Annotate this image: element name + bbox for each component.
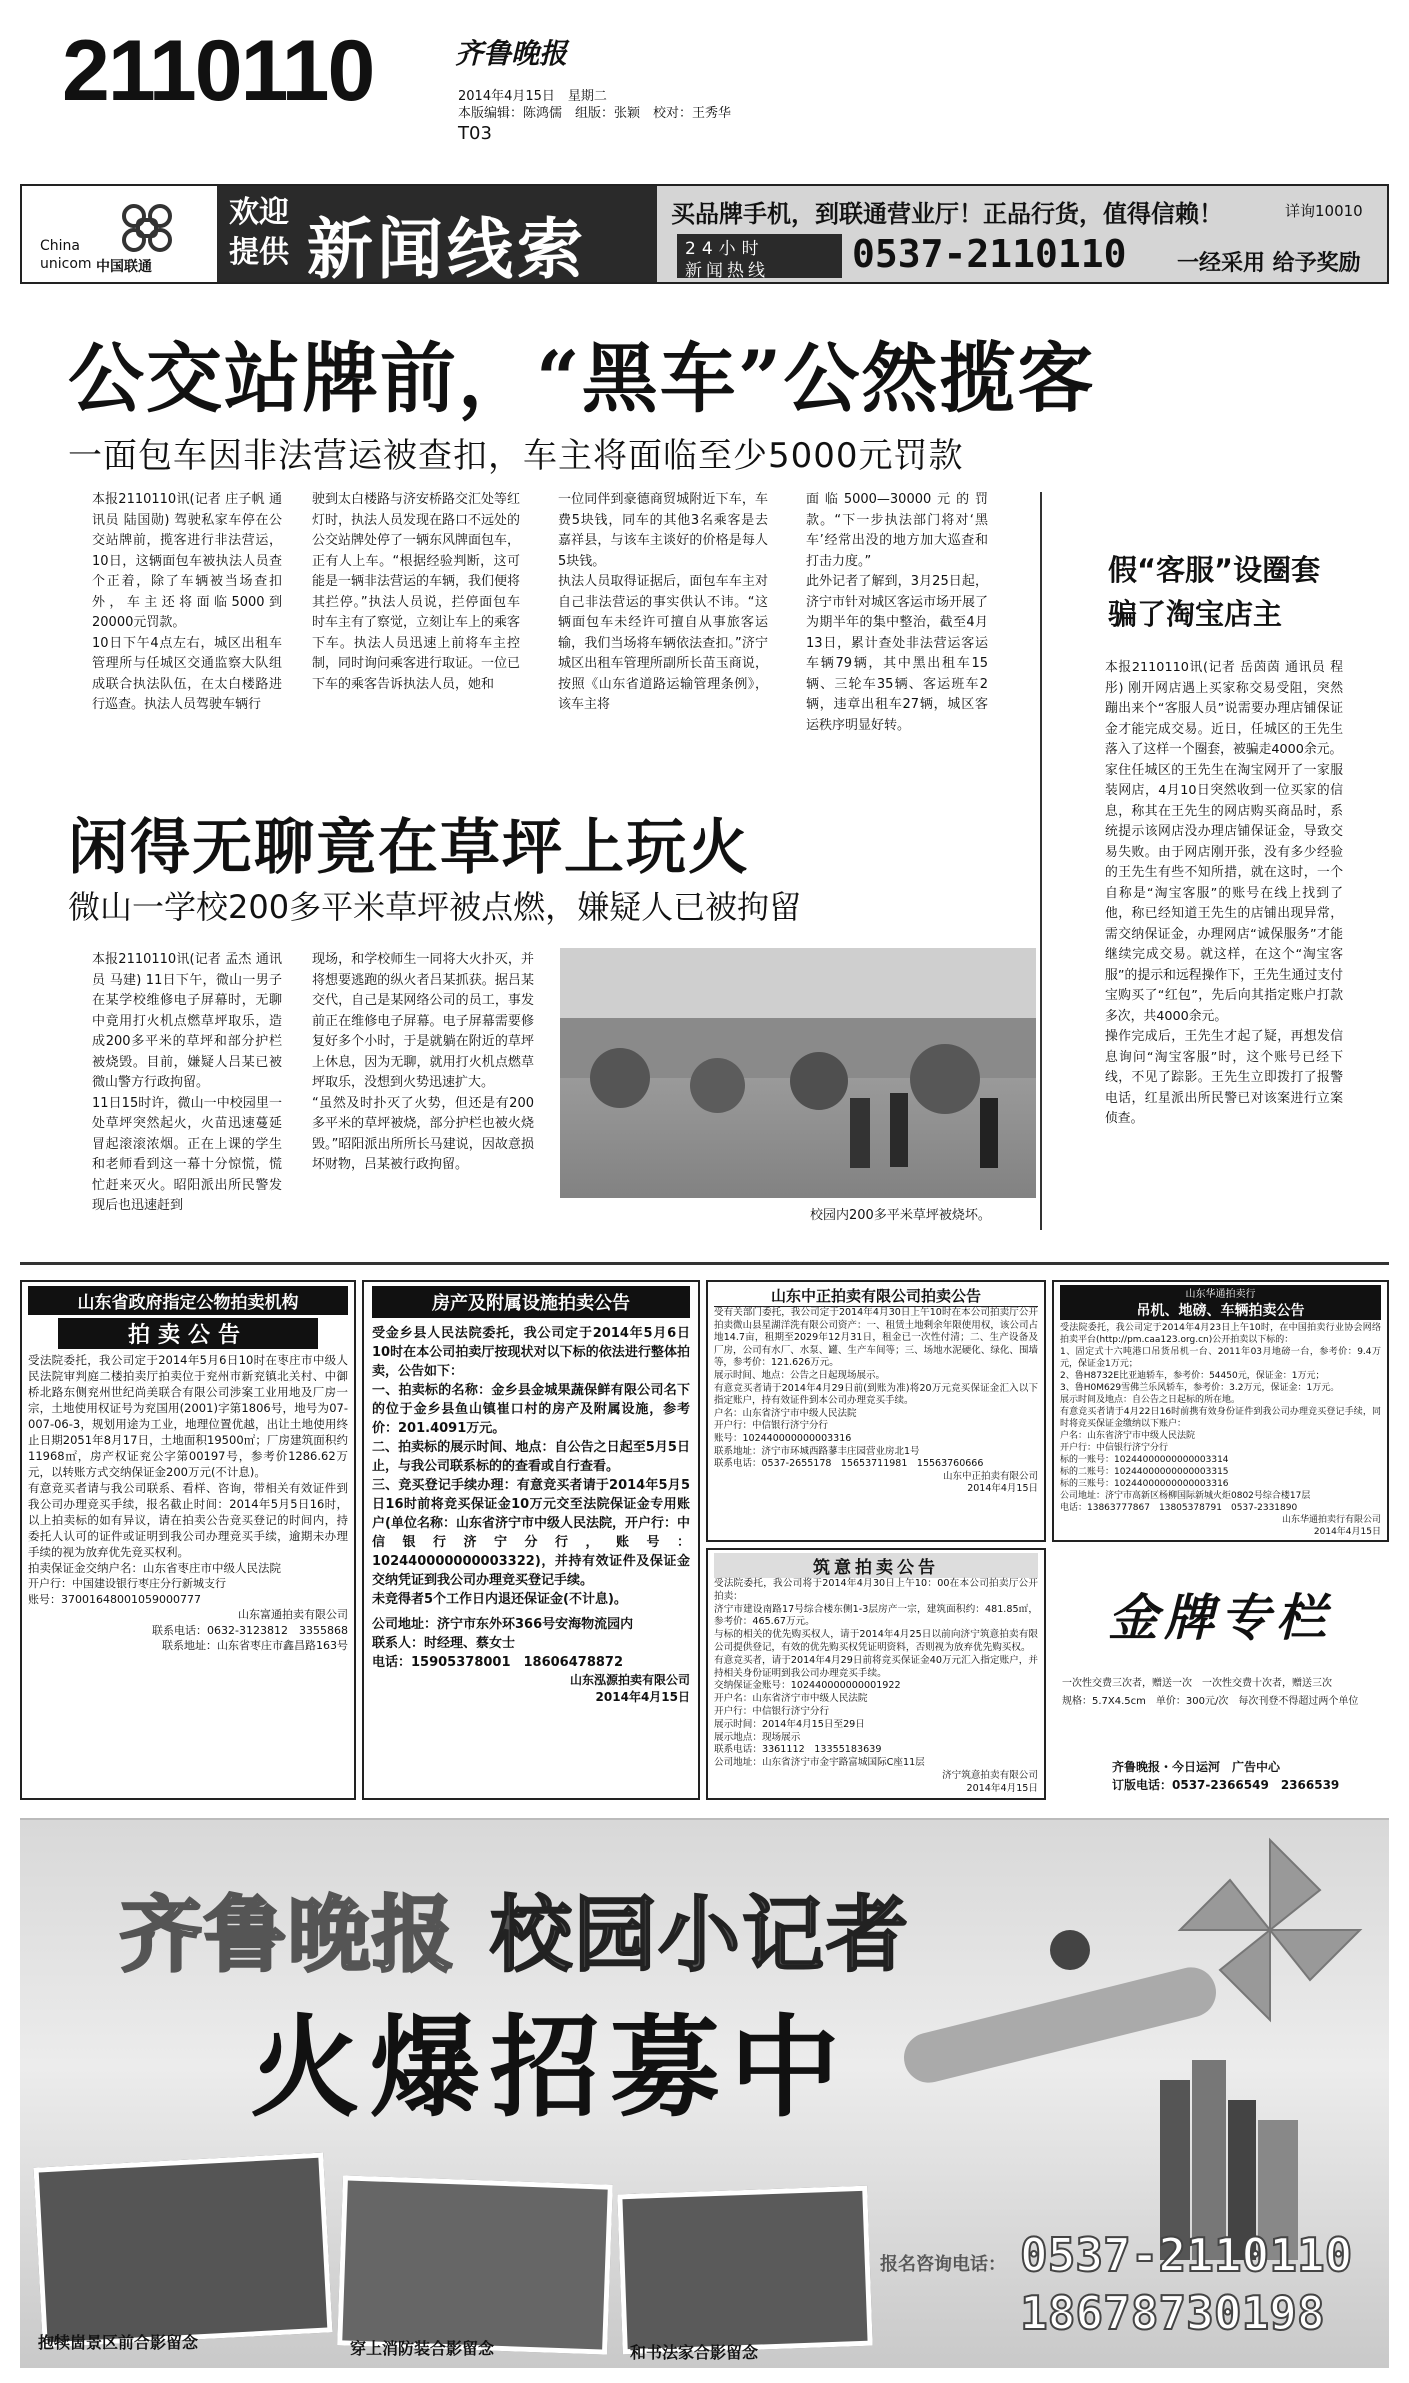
article2-headline: 闲得无聊竟在草坪上玩火 (68, 813, 750, 883)
ad4-company-top: 山东华通拍卖行 (1060, 1285, 1381, 1300)
ad-auction-2 (362, 1280, 700, 1800)
boy-graphic (1050, 1930, 1090, 1970)
ad5-body: 受法院委托，我公司将于2014年4月30日上午10：00在本公司拍卖厅公开拍卖： 济宁市建设南路17号综合楼东侧1-3层房产一宗，建筑面积约：481.85㎡，参考价：465.67万元。 与标的相关的优先购买权人，请于2014年4月25日以前向济宁筑意拍卖有限公司提供登记，有效的优先购买权凭证明资料，否则视为放弃优先购买权。 有意竞买者，请于2014年4月29日前将竞买保证金40万元汇入指定账户，并持相关身份证明到我公司办理竞买手续。 交纳保证金账号：102440000000001922 开户名：山东省济宁市中级人民法院 开户行：中信银行济宁分行 展示时间：2014年4月15日至29日 展示地点：现场展示 (714, 1578, 1038, 1743)
photo1-caption: 抱犊崮景区前合影留念 (38, 2333, 199, 2352)
welcome-text-1: 欢迎 (229, 195, 289, 230)
photo-caption: 校园内200多平米草坪被烧坏。 (810, 1208, 991, 1223)
hotline-label-2: 新闻热线 (685, 261, 769, 281)
page-code: T03 (458, 123, 492, 144)
article1-subhead: 一面包车因非法营运被查扣，车主将面临至少5000元罚款 (68, 436, 964, 476)
brand-en-2: unicom (40, 256, 92, 272)
sidebar-body: 本报2110110讯(记者 岳茵茵 通讯员 程彤) 刚开网店遇上买家称交易受阻，突然蹦出来个“客服人员”说需要办理店铺保证金才能完成交易。近日，任城区的王先生落入了这样一个圈套，被骗走4000余元。 家住任城区的王先生在淘宝网开了一家服装网店，4月10日突然收到一位买家的信息，称其在王先生的网店购买商品时，系统提示该网店没办理店铺保证金，导致交易失败。由于网店刚开张，没有多少经验的王先生有些不知所措，就在这时，一个自称是“淘宝客服”的账号在线上找到了他，称已经知道王先生的店铺出现异常，需交纳保证金，办理网店“诚保服务”才能继续完成交易。就这样，在这个“淘宝客服”的提示和远程操作下，王先生通过支付宝购买了“红包”，先后向其指定账户打款多次，共4000余元。 操作完成后，王先生才起了疑，再想发信息询问“淘宝客服”时，这个账号已经下线，不见了踪影。王先生立即拨打了报警电话，红星派出所民警已对该案进行立案侦查。 (1105, 660, 1343, 1126)
lawn-photo (560, 948, 1036, 1236)
ad3-body: 受有关部门委托，我公司定于2014年4月30日上午10时在本公司拍卖厅公开拍卖微山县星湖洋洗有限公司资产：一、租赁土地剩余年限使用权，该公司占地14.7亩，租期至2029年12月31日，租金已一次性付清；二、生产设备及厂房，公司有水厂、水泵、罐、生产车间等；三、场地水泥硬化、绿化、围墙等，参考价：121.626万元。 展示时间、地点：公告之日起现场展示。 有意竞买者请于2014年4月29日前(到账为准)将20万元竞买保证金汇入以下指定账户，持有效证件到本公司办理竞买手续。 户名：山东省济宁市中级人民法院 开户行：中信银行济宁分行 账号：102440000000003316 (714, 1307, 1038, 1444)
inquiry-number: 详询10010 (1285, 202, 1363, 220)
campus-phone-2: 18678730198 (1020, 2286, 1325, 2340)
ad3-address: 联系地址：济宁市环城西路蓼丰庄园营业房北1号 (714, 1445, 920, 1457)
ad4-company: 山东华通拍卖行有限公司 (1281, 1515, 1381, 1525)
campus-phone-1: 0537-2110110 (1020, 2228, 1353, 2282)
article1-col3: 一位同伴到豪德商贸城附近下车，车费5块钱，同车的其他3名乘客是去嘉祥县，与该车主谈好的价格是每人5块钱。 执法人员取得证据后，面包车车主对自己非法营运的事实供认不讳。“这辆面包车未经许可擅自从事旅客运输，我们当场将车辆依法查扣。”济宁城区出租车管理所副所长苗玉商说，按照《山东省道路运输管理条例》，该车主将 (558, 492, 768, 712)
ad4-address: 公司地址：济宁市高新区杨柳国际新城火炬0802号综合楼17层 (1060, 1491, 1311, 1501)
ad1-phone: 联系电话：0632-3123812 3355868 (152, 1623, 348, 1637)
reward-text: 一经采用 给予奖励 (1177, 251, 1361, 276)
ad1-address: 联系地址：山东省枣庄市鑫昌路163号 (162, 1639, 348, 1652)
ad4-body: 受法院委托，我公司定于2014年4月23日上午10时，在中国拍卖行业协会网络拍卖平台(http://pm.caa123.org.cn)公开拍卖以下标的： 1、固定式十六吨港口吊货吊机一台、2011年03月地磅一台，参考价：9.4万元，保证金1万元； 2、鲁H8732E比亚迪轿车，参考价：54450元，保证金：1万元； 3、鲁H0M629雪佛兰乐风轿车，参考价：3.2万元，保证金：1万元。 展示时间及地点：自公告之日起标的所在地。 有意竞买者请于4月22日16时前携有效身份证件到我公司办理竞买登记手续，同时将竞买保证金缴纳以下账户： 户名：山东省济宁市中级人民法院 开户行：中信银行济宁分行 标的一账号：10244000000000003314 标的二账号：10244000000000003315 标的三账号：10244000000000003316 (1060, 1323, 1381, 1489)
gold-column-org: 齐鲁晚报・今日运河 广告中心 (1112, 1760, 1281, 1774)
news-tip-title: 新闻线索 (307, 210, 587, 288)
ad2-contact: 联系人：时经理、蔡女士 (372, 1636, 516, 1651)
campus-title-2: 校园小记者 (490, 1887, 911, 1983)
slogan-panel (657, 186, 1387, 282)
brand-en-1: China (40, 238, 80, 254)
photo3-caption: 和书法家合影留念 (630, 2343, 759, 2362)
unicom-logo-area (22, 186, 217, 282)
welcome-text-2: 提供 (229, 235, 289, 270)
news-tip-panel (217, 186, 657, 288)
article1-col1: 本报2110110讯(记者 庄子帆 通讯员 陆国勋) 驾驶私家车停在公交站牌前，揽客进行非法营运，10日，这辆面包车被执法人员查个正着，除了车辆被当场查扣外，车主还将面临5000到20000元罚款。 10日下午4点左右，城区出租车管理所与任城区交通监察大队组成联合执法队伍，在太白楼路进行巡查。执法人员驾驶车辆行 (92, 492, 282, 712)
ad-auction-4 (1052, 1280, 1389, 1542)
sidebar-headline-1: 假“客服”设圈套 (1108, 553, 1321, 587)
hotline-label-1: 24小时 (685, 239, 765, 259)
ad2-company: 山东泓源拍卖有限公司 (569, 1673, 690, 1687)
sidebar-headline-2: 骗了淘宝店主 (1108, 597, 1283, 631)
page-number: 2110110 (62, 23, 374, 119)
brand-cn: 中国联通 (96, 259, 152, 275)
ad-auction-3 (706, 1280, 1046, 1542)
ad3-title: 山东中正拍卖有限公司拍卖公告 (714, 1285, 1038, 1307)
section-divider (20, 1262, 1389, 1265)
article1-headline: 公交站牌前，“黑车”公然揽客 (68, 334, 1096, 423)
ad-auction-5 (706, 1548, 1046, 1800)
phone-label: 报名咨询电话： (880, 2254, 1006, 2275)
ad5-address: 公司地址：山东省济宁市金宇路富城国际C座11层 (714, 1757, 925, 1769)
ad2-body: 受金乡县人民法院委托，我公司定于2014年5月6日10时在本公司拍卖厅按现状对以下标的依法进行整体拍卖，公告如下： 一、拍卖标的名称：金乡县金城果蔬保鲜有限公司名下的位于金乡县鱼山镇崔口村的房产及附属设施，参考价：201.4091万元。 二、拍卖标的展示时间、地点：自公告之日起至5月5日止，与我公司联系标的的查看或自行查看。 三、竞买登记手续办理：有意竞买者请于2014年5月5日16时前将竞买保证金10万元交至法院保证金专用账户(单位名称：山东省济宁市中级人民法院，开户行：中信银行济宁分行，账号：102440000000003322)，并持有效证件及保证金交纳凭证到我公司办理竞买登记手续。 未竞得者5个工作日内退还保证金(不计息)。 (372, 1326, 690, 1607)
gold-column-rule2: 规格：5.7X4.5cm 单价：300元/次 每次刊登不得超过两个单位 (1062, 1696, 1359, 1707)
ad4-title: 吊机、地磅、车辆拍卖公告 (1060, 1300, 1381, 1320)
ad1-body: 受法院委托，我公司定于2014年5月6日10时在枣庄市中级人民法院审判庭二楼拍卖厅拍卖位于兖州市新兖镇北关村、中御桥北路东侧兖州世纪尚美联合有限公司涉案工业用地及厂房一宗，土地使用权证号为兖国用(2001)字第1806号，地号为07-007-06-3，规划用途为工业，地理位置优越，出让土地使用终止日期2051年8月17日，土地面积19500㎡；厂房建筑面积约11968㎡，房产权证兖公字第00197号，参考价1286.62万元，以转账方式交纳保证金200万元(不计息)。 有意竞买者请与我公司联系、看样、咨询，带相关有效证件到我公司办理竞买手续，报名截止时间：2014年5月5日16时，以上拍卖标的如有异议，请在拍卖公告竞买登记的时间内，持委托人认可的证件或证明到我公司办理竞买手续，逾期未办理手续的视为放弃优先竞买权利。 拍卖保证金交纳户名：山东省枣庄市中级人民法院 (28, 1353, 348, 1575)
photo-2 (337, 2175, 613, 2354)
ad4-date: 2014年4月15日 (1313, 1527, 1381, 1537)
article2-col2: 现场，和学校师生一同将大火扑灭，并将想要逃跑的纵火者吕某抓获。据吕某交代，自己是某网络公司的员工，事发前正在维修电子屏幕。电子屏幕需要修复好多个小时，于是就躺在附近的草坪上休息，因为无聊，就用打火机点燃草坪取乐，没想到火势迅速扩大。 “虽然及时扑灭了火势，但还是有200多平米的草坪被烧，部分护栏也被火烧毁。”昭阳派出所所长马建说，因故意损坏财物，吕某被行政拘留。 (312, 952, 534, 1172)
ad5-date: 2014年4月15日 (966, 1782, 1038, 1794)
ad3-date: 2014年4月15日 (967, 1483, 1038, 1495)
unicom-knot-icon (112, 198, 182, 258)
campus-title-1: 齐鲁晚报 (120, 1887, 457, 1983)
ad4-phone: 电话：13863777867 13805378791 0537-2331890 (1060, 1503, 1298, 1513)
date-line: 2014年4月15日 星期二 (458, 89, 607, 104)
article1-col4: 面临5000—30000元的罚款。“下一步执法部门将对‘黑车’经常出没的地方加大巡查和打击力度。” 此外记者了解到，3月25日起，济宁市针对城区客运市场开展了为期半年的集中整治，截至4月13日，累计查处非法营运客运车辆79辆，其中黑出租车15辆、三轮车35辆、客运班车2辆，违章出租车27辆，城区客运秩序明显好转。 (806, 492, 989, 733)
gold-column-rule1: 一次性交费三次者，赠送一次 一次性交费十次者，赠送三次 (1062, 1678, 1332, 1689)
article1-col2: 驶到太白楼路与济安桥路交汇处等红灯时，执法人员发现在路口不远处的公交站牌处停了一辆东风牌面包车，正有人上车。“根据经验判断，这可能是一辆非法营运的车辆，我们便将其拦停。”执法人员说，拦停面包车时车主有了察觉，立刻让车上的乘客下车。执法人员迅速上前将车主控制，同时询问乘客进行取证。一位已下车的乘客告诉执法人员，她和 (312, 492, 521, 692)
ad1-account: 账号：37001648001059000777 (28, 1592, 201, 1606)
ad1-bank: 开户行：中国建设银行枣庄分行新城支行 (28, 1577, 226, 1590)
ad-auction-1 (20, 1280, 356, 1800)
ad1-company: 山东富通拍卖有限公司 (238, 1608, 348, 1621)
ad3-phone: 联系电话：0537-2655178 15653711981 15563760666 (714, 1458, 984, 1470)
slogan: 买品牌手机，到联通营业厅！正品行货，值得信赖！ (671, 200, 1223, 228)
campus-slogan: 火爆招募中 (250, 2003, 850, 2132)
editor-line: 本版编辑：陈鸿儒 组版：张颖 校对：王秀华 (458, 106, 732, 121)
ad1-title: 拍卖公告 (58, 1318, 318, 1349)
ad1-org: 山东省政府指定公物拍卖机构 (28, 1286, 348, 1315)
ad5-phone: 联系电话：3361112 13355183639 (714, 1744, 882, 1756)
hotline-number: 0537-2110110 (852, 232, 1127, 276)
article2-col1: 本报2110110讯(记者 孟杰 通讯员 马建) 11日下午，微山一男子在某学校维修电子屏幕时，无聊中竟用打火机点燃草坪取乐，造成200多平米的草坪和部分护栏被烧毁。目前，嫌疑人吕某已被微山警方行政拘留。 11日15时许，微山一中校园里一处草坪突然起火，火苗迅速蔓延冒起滚滚浓烟。正在上课的学生和老师看到这一幕十分惊慌，慌忙赶来灭火。昭阳派出所民警发现后也迅速赶到 (92, 952, 282, 1213)
unicom-banner (20, 184, 1389, 288)
campus-reporter-ad (20, 1818, 1389, 2368)
column-divider (1040, 492, 1042, 1230)
gold-column-title: 金牌专栏 (1108, 1588, 1332, 1647)
ad2-date: 2014年4月15日 (595, 1690, 690, 1704)
article2-subhead: 微山一学校200多平米草坪被点燃，嫌疑人已被拘留 (68, 888, 802, 926)
gold-column-phone: 订版电话：0537-2366549 2366539 (1112, 1778, 1340, 1792)
ad2-phone: 电话：15905378001 18606478872 (372, 1655, 623, 1670)
ad2-title: 房产及附属设施拍卖公告 (372, 1286, 690, 1318)
paper-name: 齐鲁晚报 (455, 37, 568, 70)
ad5-title: 筑意拍卖公告 (714, 1553, 1038, 1578)
ad3-company: 山东中正拍卖有限公司 (942, 1470, 1038, 1482)
ad5-company: 济宁筑意拍卖有限公司 (942, 1769, 1038, 1781)
photo-3 (617, 2186, 872, 2355)
ad2-address: 公司地址：济宁市东外环366号安海物流园内 (372, 1617, 634, 1632)
gold-column-ad (1052, 1548, 1389, 1800)
photo2-caption: 穿上消防装合影留念 (350, 2339, 495, 2358)
photo-1 (33, 2153, 332, 2348)
